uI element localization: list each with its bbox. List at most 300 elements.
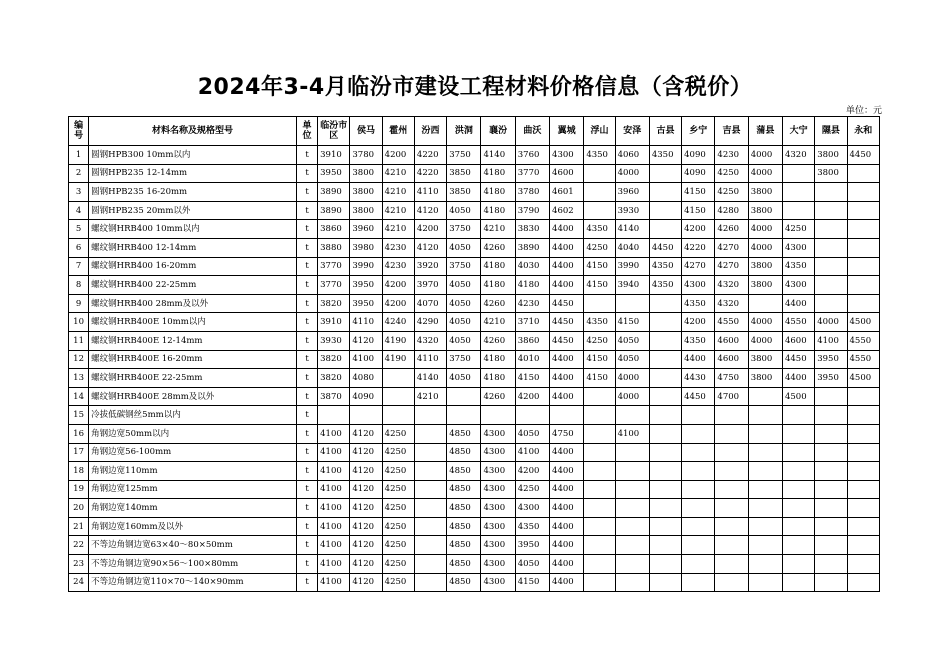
price-cell (715, 443, 748, 462)
material-name: 螺纹钢HRB400 28mm及以外 (89, 294, 297, 313)
price-cell: 4300 (481, 480, 515, 499)
price-cell: 4250 (382, 573, 414, 592)
material-unit: t (296, 406, 317, 425)
column-header: 洪洞 (447, 117, 481, 146)
price-cell (847, 462, 880, 481)
price-cell: 4350 (515, 517, 549, 536)
table-row (69, 517, 880, 536)
price-cell: 4250 (382, 499, 414, 518)
price-cell: 4300 (782, 238, 814, 257)
row-number: 17 (69, 443, 89, 462)
material-name: 螺纹钢HRB400E 10mm以内 (89, 313, 297, 332)
price-cell: 3950 (815, 369, 847, 388)
price-cell (782, 406, 814, 425)
price-cell: 4090 (682, 164, 715, 183)
material-unit: t (296, 276, 317, 295)
price-cell (682, 424, 715, 443)
material-unit: t (296, 443, 317, 462)
price-cell: 4210 (382, 164, 414, 183)
price-cell (584, 424, 615, 443)
price-cell (847, 480, 880, 499)
price-cell (615, 480, 649, 499)
price-cell (815, 573, 847, 592)
price-cell (350, 406, 382, 425)
price-cell: 3800 (748, 183, 782, 202)
material-name: 螺纹钢HRB400E 28mm及以外 (89, 387, 297, 406)
price-cell (748, 536, 782, 555)
price-cell: 4270 (715, 257, 748, 276)
column-header: 隰县 (815, 117, 847, 146)
material-name: 角钢边宽56-100mm (89, 443, 297, 462)
material-unit: t (296, 331, 317, 350)
price-cell (649, 294, 681, 313)
price-cell: 3980 (350, 238, 382, 257)
price-cell (715, 499, 748, 518)
row-number: 1 (69, 146, 89, 165)
column-header: 古县 (649, 117, 681, 146)
price-cell (649, 555, 681, 574)
price-cell: 4230 (515, 294, 549, 313)
price-cell (782, 201, 814, 220)
price-cell (782, 183, 814, 202)
price-cell (584, 294, 615, 313)
price-cell: 3770 (515, 164, 549, 183)
price-cell (649, 443, 681, 462)
price-cell (649, 350, 681, 369)
price-cell: 4270 (682, 257, 715, 276)
price-cell: 4250 (382, 555, 414, 574)
price-cell: 4100 (318, 536, 350, 555)
price-cell (748, 294, 782, 313)
price-cell: 4290 (414, 313, 446, 332)
price-cell (584, 387, 615, 406)
price-cell: 4320 (414, 331, 446, 350)
price-cell: 4850 (447, 480, 481, 499)
column-header: 临汾市区 (318, 117, 350, 146)
price-cell (649, 406, 681, 425)
price-cell (847, 238, 880, 257)
table-row (69, 387, 880, 406)
material-unit: t (296, 499, 317, 518)
price-cell: 4250 (382, 517, 414, 536)
price-cell (414, 480, 446, 499)
price-cell: 4850 (447, 536, 481, 555)
price-cell: 3800 (748, 369, 782, 388)
price-cell: 4190 (382, 350, 414, 369)
price-cell: 4110 (414, 183, 446, 202)
price-cell: 4450 (682, 387, 715, 406)
price-cell: 4350 (649, 276, 681, 295)
price-cell: 4400 (782, 294, 814, 313)
price-cell (584, 499, 615, 518)
price-cell: 4120 (350, 573, 382, 592)
price-cell: 4050 (447, 276, 481, 295)
price-cell: 4200 (682, 313, 715, 332)
price-cell: 4150 (615, 313, 649, 332)
price-cell (847, 499, 880, 518)
price-cell (414, 406, 446, 425)
price-cell: 4000 (748, 220, 782, 239)
price-cell: 3880 (318, 238, 350, 257)
price-cell (615, 517, 649, 536)
price-cell: 4300 (481, 499, 515, 518)
price-cell: 4250 (382, 462, 414, 481)
price-cell: 4320 (715, 294, 748, 313)
price-cell: 4350 (682, 331, 715, 350)
price-cell (847, 573, 880, 592)
table-row (69, 313, 880, 332)
price-cell: 4120 (414, 201, 446, 220)
price-cell (847, 294, 880, 313)
price-cell: 4120 (350, 443, 382, 462)
price-cell (847, 536, 880, 555)
price-cell (649, 164, 681, 183)
price-cell (815, 387, 847, 406)
price-cell (782, 517, 814, 536)
price-cell (584, 443, 615, 462)
price-cell (615, 406, 649, 425)
table-row (69, 201, 880, 220)
material-name: 螺纹钢HRB400E 22-25mm (89, 369, 297, 388)
price-cell: 4100 (318, 517, 350, 536)
price-cell (815, 555, 847, 574)
row-number: 10 (69, 313, 89, 332)
price-cell (615, 294, 649, 313)
row-number: 2 (69, 164, 89, 183)
price-cell (715, 573, 748, 592)
price-cell (815, 201, 847, 220)
price-cell: 4180 (515, 276, 549, 295)
price-cell: 4250 (382, 443, 414, 462)
price-cell: 4300 (682, 276, 715, 295)
price-cell: 4300 (782, 276, 814, 295)
price-cell: 4200 (515, 462, 549, 481)
row-number: 7 (69, 257, 89, 276)
price-cell: 3950 (815, 350, 847, 369)
row-number: 24 (69, 573, 89, 592)
row-number: 8 (69, 276, 89, 295)
price-cell: 3750 (447, 146, 481, 165)
price-cell (748, 573, 782, 592)
price-cell (815, 294, 847, 313)
price-cell (847, 257, 880, 276)
price-cell: 4200 (382, 276, 414, 295)
price-cell: 4000 (815, 313, 847, 332)
price-cell (515, 406, 549, 425)
price-cell (847, 183, 880, 202)
material-name: 角钢边宽50mm以内 (89, 424, 297, 443)
row-number: 3 (69, 183, 89, 202)
price-cell (815, 406, 847, 425)
column-header: 材料名称及规格型号 (89, 117, 297, 146)
row-number: 14 (69, 387, 89, 406)
price-cell: 4150 (682, 183, 715, 202)
price-cell (649, 424, 681, 443)
price-cell: 4210 (481, 313, 515, 332)
price-cell (847, 276, 880, 295)
material-name: 冷拔低碳钢丝5mm以内 (89, 406, 297, 425)
price-cell: 4350 (584, 313, 615, 332)
table-row (69, 406, 880, 425)
price-cell: 3800 (748, 276, 782, 295)
material-unit: t (296, 573, 317, 592)
material-unit: t (296, 350, 317, 369)
price-cell: 4500 (847, 369, 880, 388)
price-cell (715, 424, 748, 443)
price-cell: 4050 (515, 555, 549, 574)
price-cell: 4120 (350, 499, 382, 518)
column-header: 安泽 (615, 117, 649, 146)
price-cell: 4400 (682, 350, 715, 369)
table-row (69, 462, 880, 481)
price-cell (414, 517, 446, 536)
price-cell: 4250 (382, 536, 414, 555)
price-cell: 4210 (382, 183, 414, 202)
material-name: 不等边角钢边宽63×40～80×50mm (89, 536, 297, 555)
table-row (69, 183, 880, 202)
price-cell (584, 164, 615, 183)
price-cell: 4000 (615, 369, 649, 388)
price-cell: 4120 (350, 480, 382, 499)
price-cell: 3990 (350, 257, 382, 276)
price-cell: 3970 (414, 276, 446, 295)
price-cell (584, 536, 615, 555)
table-row (69, 424, 880, 443)
unit-note: 单位：元 (845, 106, 882, 116)
price-cell (782, 443, 814, 462)
price-cell: 4200 (414, 220, 446, 239)
price-cell (649, 517, 681, 536)
price-cell: 4150 (584, 369, 615, 388)
price-cell: 4100 (350, 350, 382, 369)
price-cell (715, 517, 748, 536)
material-name: 螺纹钢HRB400 22-25mm (89, 276, 297, 295)
material-name: 角钢边宽160mm及以外 (89, 517, 297, 536)
price-cell (414, 443, 446, 462)
price-cell: 4100 (318, 424, 350, 443)
material-unit: t (296, 220, 317, 239)
price-cell: 4320 (715, 276, 748, 295)
column-header: 单位 (296, 117, 317, 146)
row-number: 6 (69, 238, 89, 257)
price-cell: 4400 (550, 276, 584, 295)
column-header: 蒲县 (748, 117, 782, 146)
material-name: 角钢边宽110mm (89, 462, 297, 481)
price-cell: 3800 (748, 201, 782, 220)
price-cell: 4260 (715, 220, 748, 239)
table-row (69, 257, 880, 276)
row-number: 12 (69, 350, 89, 369)
price-cell: 3950 (318, 164, 350, 183)
material-unit: t (296, 462, 317, 481)
price-cell (715, 555, 748, 574)
price-cell (815, 536, 847, 555)
price-cell: 4050 (447, 369, 481, 388)
price-cell: 4050 (447, 313, 481, 332)
price-cell: 4450 (550, 331, 584, 350)
price-cell: 4430 (682, 369, 715, 388)
price-cell: 4210 (382, 220, 414, 239)
price-cell: 4500 (847, 313, 880, 332)
price-cell: 4240 (382, 313, 414, 332)
price-cell: 4850 (447, 517, 481, 536)
column-header: 霍州 (382, 117, 414, 146)
price-cell (782, 536, 814, 555)
price-cell: 3850 (447, 183, 481, 202)
price-cell: 4120 (350, 462, 382, 481)
price-cell: 4250 (715, 164, 748, 183)
price-cell: 4250 (715, 183, 748, 202)
column-header: 汾西 (414, 117, 446, 146)
price-cell: 4100 (318, 555, 350, 574)
table-row (69, 294, 880, 313)
price-cell: 3860 (515, 331, 549, 350)
price-cell (715, 406, 748, 425)
price-cell (584, 462, 615, 481)
price-cell (748, 517, 782, 536)
price-cell: 3830 (515, 220, 549, 239)
price-cell (847, 443, 880, 462)
price-cell: 3920 (414, 257, 446, 276)
price-cell: 3820 (318, 369, 350, 388)
table-row (69, 164, 880, 183)
material-unit: t (296, 555, 317, 574)
price-cell: 4400 (782, 369, 814, 388)
price-cell (382, 369, 414, 388)
price-cell: 4850 (447, 443, 481, 462)
row-number: 4 (69, 201, 89, 220)
price-cell: 4400 (550, 443, 584, 462)
price-cell (847, 517, 880, 536)
price-cell: 4090 (682, 146, 715, 165)
price-cell: 4000 (748, 146, 782, 165)
price-cell (649, 220, 681, 239)
price-cell (649, 480, 681, 499)
price-cell (414, 555, 446, 574)
price-cell (748, 424, 782, 443)
price-cell (815, 462, 847, 481)
price-cell: 4850 (447, 499, 481, 518)
price-cell: 4250 (584, 331, 615, 350)
price-cell (815, 276, 847, 295)
price-cell: 3820 (318, 350, 350, 369)
row-number: 22 (69, 536, 89, 555)
price-cell: 4120 (350, 555, 382, 574)
price-cell: 4601 (550, 183, 584, 202)
price-cell: 4300 (481, 573, 515, 592)
price-cell (584, 480, 615, 499)
price-cell (748, 406, 782, 425)
price-cell: 4400 (550, 517, 584, 536)
price-cell: 4200 (515, 387, 549, 406)
price-cell (584, 183, 615, 202)
price-cell (414, 573, 446, 592)
price-cell: 3950 (515, 536, 549, 555)
price-cell (682, 480, 715, 499)
price-cell (649, 331, 681, 350)
column-header: 浮山 (584, 117, 615, 146)
price-cell: 4450 (550, 294, 584, 313)
row-number: 19 (69, 480, 89, 499)
price-cell: 4210 (382, 201, 414, 220)
material-unit: t (296, 480, 317, 499)
price-cell: 4450 (649, 238, 681, 257)
material-unit: t (296, 369, 317, 388)
price-cell (748, 387, 782, 406)
price-cell: 4600 (782, 331, 814, 350)
price-cell: 4750 (715, 369, 748, 388)
column-header: 编号 (69, 117, 89, 146)
price-cell: 4600 (715, 350, 748, 369)
price-cell (815, 480, 847, 499)
table-row (69, 555, 880, 574)
table-row (69, 276, 880, 295)
price-cell (715, 536, 748, 555)
price-cell: 4180 (481, 201, 515, 220)
price-cell: 4260 (481, 238, 515, 257)
price-cell: 3800 (748, 257, 782, 276)
price-cell (748, 555, 782, 574)
price-cell (615, 462, 649, 481)
price-cell: 4220 (414, 146, 446, 165)
price-cell: 4050 (615, 350, 649, 369)
price-cell: 4000 (748, 164, 782, 183)
price-cell (847, 164, 880, 183)
price-cell: 4190 (382, 331, 414, 350)
price-cell: 4600 (715, 331, 748, 350)
price-cell (550, 406, 584, 425)
price-cell: 3790 (515, 201, 549, 220)
price-cell: 4220 (682, 238, 715, 257)
price-cell: 3800 (350, 164, 382, 183)
price-cell: 3800 (748, 350, 782, 369)
price-cell: 4350 (649, 146, 681, 165)
price-cell (615, 536, 649, 555)
price-cell (782, 462, 814, 481)
price-cell (815, 183, 847, 202)
price-cell: 4210 (414, 387, 446, 406)
price-cell: 3800 (350, 201, 382, 220)
price-cell: 4320 (782, 146, 814, 165)
price-cell: 4850 (447, 555, 481, 574)
price-cell (584, 573, 615, 592)
price-cell: 4600 (550, 164, 584, 183)
price-cell: 4230 (382, 238, 414, 257)
row-number: 20 (69, 499, 89, 518)
column-header: 吉县 (715, 117, 748, 146)
material-unit: t (296, 164, 317, 183)
table-row (69, 499, 880, 518)
column-header: 曲沃 (515, 117, 549, 146)
price-cell (815, 443, 847, 462)
material-name: 圆钢HPB235 16-20mm (89, 183, 297, 202)
price-cell: 4050 (615, 331, 649, 350)
material-unit: t (296, 536, 317, 555)
price-cell: 4250 (782, 220, 814, 239)
material-name: 螺纹钢HRB400 12-14mm (89, 238, 297, 257)
price-cell: 3760 (515, 146, 549, 165)
price-cell (847, 201, 880, 220)
price-cell: 3770 (318, 276, 350, 295)
price-cell: 3960 (615, 183, 649, 202)
material-unit: t (296, 313, 317, 332)
price-cell: 4100 (815, 331, 847, 350)
price-cell (382, 406, 414, 425)
price-cell: 4180 (481, 350, 515, 369)
price-cell: 4050 (447, 331, 481, 350)
price-cell (847, 406, 880, 425)
table-row (69, 443, 880, 462)
